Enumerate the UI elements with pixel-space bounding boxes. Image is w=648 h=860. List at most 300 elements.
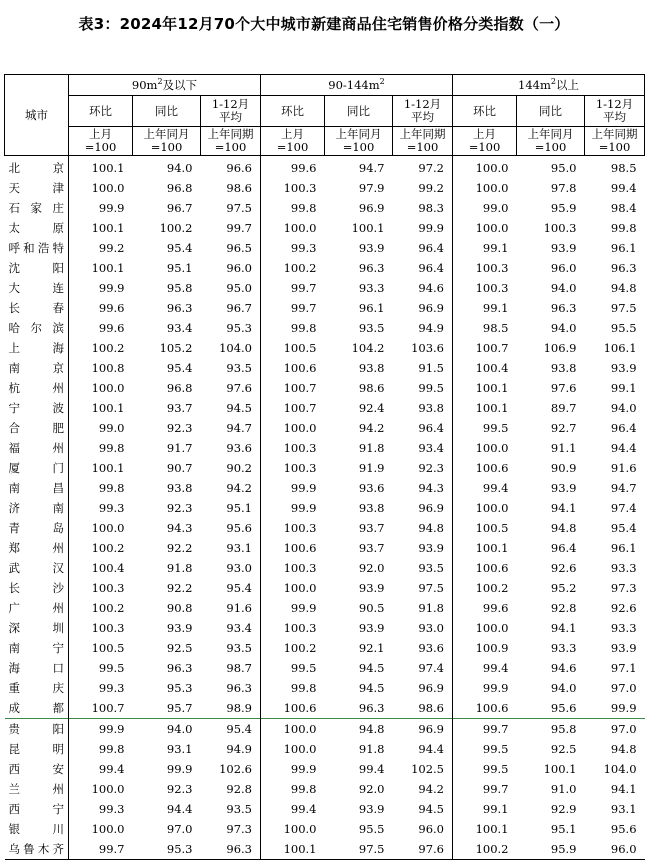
group-header-medium: $90-144m^2$ xyxy=(261,75,453,96)
base-period-value: =100 xyxy=(534,140,567,154)
index-value: 100.7 xyxy=(283,381,317,395)
base-period-header xyxy=(517,127,585,156)
index-value: 95.3 xyxy=(201,318,261,338)
index-value: 105.2 xyxy=(159,341,193,355)
index-value: 102.6 xyxy=(201,759,261,779)
index-value: 94.0 xyxy=(550,321,577,335)
index-value: 98.5 xyxy=(482,321,509,335)
index-value: 93.0 xyxy=(201,558,261,578)
city-name: 大连 xyxy=(5,278,69,298)
index-value: 97.9 xyxy=(358,181,385,195)
city-name: 上海 xyxy=(5,338,69,358)
index-value: 94.8 xyxy=(325,719,393,740)
index-value: 100.3 xyxy=(475,281,509,295)
index-value: 104.2 xyxy=(351,341,385,355)
index-value: 97.8 xyxy=(550,181,577,195)
index-value: 96.9 xyxy=(393,678,453,698)
subcolumn-header xyxy=(517,96,585,127)
index-value: 92.3 xyxy=(166,501,193,515)
group-header-small: $90m^2$及以下 xyxy=(69,75,261,96)
group-header-large: $144m^2$以上 xyxy=(453,75,645,96)
index-value: 93.1 xyxy=(166,742,193,756)
index-value: 100.0 xyxy=(91,521,125,535)
index-value: 95.5 xyxy=(358,822,385,836)
index-value: 98.4 xyxy=(610,201,637,215)
index-value: 96.1 xyxy=(610,541,637,555)
index-value: 100.7 xyxy=(283,401,317,415)
index-value: 100.1 xyxy=(91,401,125,415)
index-value: 99.5 xyxy=(290,661,317,675)
index-value: 99.8 xyxy=(610,221,637,235)
index-value: 100.1 xyxy=(91,261,125,275)
index-value: 100.1 xyxy=(261,839,325,860)
base-period-label: 上月 xyxy=(89,127,112,141)
subcolumn-header xyxy=(585,96,645,127)
index-value: 100.5 xyxy=(91,641,125,655)
index-value: 99.9 xyxy=(610,701,637,715)
city-name: 乌鲁木齐 xyxy=(5,839,69,860)
index-value: 99.9 xyxy=(482,681,509,695)
index-value: 100.2 xyxy=(91,541,125,555)
table-row xyxy=(5,558,645,578)
index-value: 95.4 xyxy=(201,578,261,598)
index-value: 92.2 xyxy=(166,581,193,595)
index-value: 94.0 xyxy=(550,681,577,695)
subcolumn-label-line2: 平均 xyxy=(603,110,627,124)
index-value: 93.6 xyxy=(358,481,385,495)
subcolumn-header xyxy=(325,96,393,127)
base-period-label: 上年同月 xyxy=(527,127,574,141)
index-value: 93.9 xyxy=(358,241,385,255)
index-value: 99.2 xyxy=(98,241,125,255)
table-row xyxy=(5,238,645,258)
index-value: 100.0 xyxy=(283,581,317,595)
index-value: 96.4 xyxy=(550,541,577,555)
table-row xyxy=(5,218,645,238)
base-period-value: =100 xyxy=(84,140,117,154)
city-name: 南昌 xyxy=(5,478,69,498)
base-period-label: 上年同月 xyxy=(335,127,382,141)
index-value: 100.6 xyxy=(475,561,509,575)
subcolumn-label: 1-12月 xyxy=(211,97,250,111)
index-value: 100.3 xyxy=(283,621,317,635)
index-value: 95.6 xyxy=(610,822,637,836)
city-name: 石家庄 xyxy=(5,198,69,218)
base-period-label: 上年同月 xyxy=(143,127,190,141)
index-value: 91.6 xyxy=(610,461,637,475)
index-value: 106.9 xyxy=(543,341,577,355)
index-value: 99.0 xyxy=(98,421,125,435)
city-name: 深圳 xyxy=(5,618,69,638)
index-value: 99.6 xyxy=(98,301,125,315)
index-value: 98.7 xyxy=(201,658,261,678)
index-value: 104.0 xyxy=(603,762,637,776)
index-value: 100.2 xyxy=(453,839,517,860)
index-value: 93.3 xyxy=(550,641,577,655)
table-row xyxy=(5,578,645,598)
subcolumn-label: 同比 xyxy=(347,103,370,118)
index-value: 96.3 xyxy=(550,301,577,315)
index-value: 92.4 xyxy=(358,401,385,415)
index-value: 92.7 xyxy=(550,421,577,435)
index-value: 91.8 xyxy=(358,441,385,455)
index-value: 96.1 xyxy=(610,241,637,255)
index-value: 100.1 xyxy=(351,221,385,235)
table-row xyxy=(5,598,645,618)
base-period-header xyxy=(201,127,261,156)
index-value: 100.3 xyxy=(543,221,577,235)
index-value: 94.1 xyxy=(610,782,637,796)
index-value: 96.9 xyxy=(393,298,453,318)
index-value: 100.0 xyxy=(475,181,509,195)
subcolumn-label: 环比 xyxy=(473,103,496,118)
index-value: 99.0 xyxy=(482,201,509,215)
index-value: 90.2 xyxy=(201,458,261,478)
index-value: 93.8 xyxy=(358,361,385,375)
index-value: 95.1 xyxy=(550,822,577,836)
base-period-value: =100 xyxy=(276,140,309,154)
base-period-value: =100 xyxy=(406,140,439,154)
index-value: 100.3 xyxy=(283,521,317,535)
table-row xyxy=(5,338,645,358)
index-value: 99.7 xyxy=(201,218,261,238)
city-name: 沈阳 xyxy=(5,258,69,278)
index-value: 99.9 xyxy=(69,719,133,740)
index-value: 91.8 xyxy=(358,742,385,756)
index-value: 94.7 xyxy=(610,481,637,495)
city-name: 长沙 xyxy=(5,578,69,598)
city-name: 武汉 xyxy=(5,558,69,578)
subcolumn-label-line2: 平均 xyxy=(411,110,434,124)
index-value: 92.0 xyxy=(358,561,385,575)
index-value: 94.6 xyxy=(550,661,577,675)
index-value: 95.4 xyxy=(201,719,261,740)
city-name: 昆明 xyxy=(5,739,69,759)
index-value: 93.9 xyxy=(393,538,453,558)
index-value: 100.0 xyxy=(283,421,317,435)
index-value: 99.8 xyxy=(98,481,125,495)
subcolumn-label: 同比 xyxy=(155,103,178,118)
index-value: 100.2 xyxy=(283,261,317,275)
city-name: 呼和浩特 xyxy=(5,238,69,258)
index-value: 96.0 xyxy=(550,261,577,275)
subcolumn-label: 同比 xyxy=(539,103,562,118)
index-value: 93.9 xyxy=(610,641,637,655)
index-value: 92.3 xyxy=(166,782,193,796)
index-value: 95.1 xyxy=(166,261,193,275)
index-value: 93.9 xyxy=(358,802,385,816)
index-value: 95.4 xyxy=(166,241,193,255)
index-value: 96.3 xyxy=(201,678,261,698)
index-value: 92.3 xyxy=(166,421,193,435)
base-period-value: =100 xyxy=(342,140,375,154)
table-row xyxy=(5,156,645,179)
index-value: 93.5 xyxy=(201,638,261,658)
index-value: 96.3 xyxy=(610,261,637,275)
index-value: 100.2 xyxy=(283,641,317,655)
index-value: 94.0 xyxy=(133,719,201,740)
index-value: 100.2 xyxy=(91,341,125,355)
table-row xyxy=(5,698,645,719)
index-value: 100.6 xyxy=(283,361,317,375)
base-period-label: 上月 xyxy=(473,127,496,141)
index-value: 100.3 xyxy=(283,461,317,475)
index-value: 100.1 xyxy=(475,822,509,836)
index-value: 96.0 xyxy=(393,819,453,839)
table-row xyxy=(5,799,645,819)
index-value: 99.4 xyxy=(482,481,509,495)
index-value: 92.6 xyxy=(610,601,637,615)
index-value: 93.4 xyxy=(393,438,453,458)
index-value: 100.3 xyxy=(283,561,317,575)
table-row xyxy=(5,438,645,458)
base-period-header xyxy=(453,127,517,156)
index-value: 100.2 xyxy=(159,221,193,235)
city-name: 合肥 xyxy=(5,418,69,438)
index-value: 97.5 xyxy=(393,578,453,598)
subcolumn-label: 环比 xyxy=(89,103,112,118)
city-name: 北京 xyxy=(5,156,69,179)
index-value: 95.8 xyxy=(166,281,193,295)
index-value: 93.9 xyxy=(610,361,637,375)
index-value: 93.4 xyxy=(166,321,193,335)
table-row xyxy=(5,498,645,518)
index-value: 89.7 xyxy=(550,401,577,415)
index-value: 100.5 xyxy=(475,521,509,535)
table-row xyxy=(5,418,645,438)
index-value: 94.2 xyxy=(393,779,453,799)
index-value: 94.5 xyxy=(201,398,261,418)
index-value: 98.6 xyxy=(358,381,385,395)
index-value: 99.9 xyxy=(98,201,125,215)
index-value: 95.6 xyxy=(201,518,261,538)
index-value: 99.4 xyxy=(610,181,637,195)
index-value: 94.2 xyxy=(201,478,261,498)
table-row xyxy=(5,278,645,298)
index-value: 91.6 xyxy=(201,598,261,618)
index-value: 93.5 xyxy=(358,321,385,335)
city-name: 哈尔滨 xyxy=(5,318,69,338)
index-value: 100.5 xyxy=(283,341,317,355)
index-value: 96.8 xyxy=(166,181,193,195)
index-value: 99.1 xyxy=(610,381,637,395)
index-value: 99.5 xyxy=(482,742,509,756)
index-value: 94.8 xyxy=(550,521,577,535)
index-value: 92.6 xyxy=(550,561,577,575)
index-value: 94.4 xyxy=(166,802,193,816)
index-value: 100.4 xyxy=(91,561,125,575)
index-value: 93.1 xyxy=(201,538,261,558)
index-value: 96.4 xyxy=(393,258,453,278)
index-value: 93.8 xyxy=(166,481,193,495)
index-value: 90.7 xyxy=(166,461,193,475)
index-value: 100.0 xyxy=(91,822,125,836)
base-period-header xyxy=(261,127,325,156)
index-value: 94.5 xyxy=(393,799,453,819)
index-value: 99.1 xyxy=(482,301,509,315)
index-value: 100.0 xyxy=(475,161,509,175)
subcolumn-header xyxy=(201,96,261,127)
index-value: 100.6 xyxy=(283,541,317,555)
index-value: 98.3 xyxy=(393,198,453,218)
index-value: 94.4 xyxy=(610,441,637,455)
index-value: 93.9 xyxy=(358,581,385,595)
index-value: 100.0 xyxy=(91,181,125,195)
index-value: 99.3 xyxy=(290,241,317,255)
index-value: 100.1 xyxy=(91,461,125,475)
table-row xyxy=(5,739,645,759)
index-value: 95.5 xyxy=(610,321,637,335)
index-value: 99.7 xyxy=(453,719,517,740)
index-value: 96.9 xyxy=(393,719,453,740)
table-row xyxy=(5,358,645,378)
table-row xyxy=(5,298,645,318)
index-value: 100.0 xyxy=(283,742,317,756)
index-value: 100.6 xyxy=(475,701,509,715)
table-row xyxy=(5,518,645,538)
index-value: 106.1 xyxy=(603,341,637,355)
index-value: 91.9 xyxy=(358,461,385,475)
index-value: 100.1 xyxy=(543,762,577,776)
index-value: 97.5 xyxy=(610,301,637,315)
index-value: 96.3 xyxy=(358,261,385,275)
base-period-value: =100 xyxy=(598,140,631,154)
index-value: 100.1 xyxy=(475,541,509,555)
index-value: 100.3 xyxy=(91,581,125,595)
index-value: 92.5 xyxy=(166,641,193,655)
table-row xyxy=(5,198,645,218)
index-value: 102.5 xyxy=(393,759,453,779)
index-value: 99.7 xyxy=(69,839,133,860)
table-row xyxy=(5,378,645,398)
base-period-header xyxy=(393,127,453,156)
table-row xyxy=(5,678,645,698)
index-value: 94.7 xyxy=(201,418,261,438)
index-value: 99.9 xyxy=(98,281,125,295)
index-value: 99.9 xyxy=(393,218,453,238)
index-value: 91.8 xyxy=(393,598,453,618)
index-value: 99.6 xyxy=(98,321,125,335)
index-value: 92.9 xyxy=(550,802,577,816)
index-value: 96.7 xyxy=(201,298,261,318)
index-value: 93.3 xyxy=(610,621,637,635)
index-value: 96.0 xyxy=(201,258,261,278)
index-value: 99.6 xyxy=(482,601,509,615)
city-column-header: 城市 xyxy=(5,75,69,156)
index-value: 99.5 xyxy=(393,378,453,398)
base-period-value: =100 xyxy=(150,140,183,154)
index-value: 99.8 xyxy=(290,782,317,796)
index-value: 96.4 xyxy=(610,421,637,435)
index-value: 93.5 xyxy=(393,558,453,578)
index-value: 97.6 xyxy=(201,378,261,398)
city-name: 银川 xyxy=(5,819,69,839)
index-value: 97.6 xyxy=(550,381,577,395)
index-value: 93.9 xyxy=(550,241,577,255)
city-name: 南京 xyxy=(5,358,69,378)
table-row xyxy=(5,638,645,658)
index-value: 94.3 xyxy=(393,478,453,498)
index-value: 93.8 xyxy=(393,398,453,418)
index-value: 96.9 xyxy=(358,201,385,215)
city-name: 贵阳 xyxy=(5,719,69,740)
index-value: 99.8 xyxy=(290,681,317,695)
subcolumn-header xyxy=(261,96,325,127)
index-value: 95.9 xyxy=(550,201,577,215)
index-value: 94.6 xyxy=(393,278,453,298)
base-period-label: 上年同期 xyxy=(207,127,254,141)
index-value: 96.3 xyxy=(201,839,261,860)
index-value: 96.1 xyxy=(358,301,385,315)
table-row xyxy=(5,178,645,198)
index-value: 94.9 xyxy=(393,318,453,338)
index-value: 100.1 xyxy=(475,381,509,395)
index-value: 100.1 xyxy=(475,401,509,415)
index-value: 97.2 xyxy=(393,156,453,179)
index-value: 100.3 xyxy=(475,261,509,275)
index-value: 94.5 xyxy=(358,681,385,695)
index-value: 99.5 xyxy=(482,421,509,435)
index-value: 99.1 xyxy=(482,802,509,816)
index-value: 90.9 xyxy=(550,461,577,475)
index-value: 93.9 xyxy=(358,621,385,635)
index-value: 99.3 xyxy=(98,501,125,515)
table-row xyxy=(5,819,645,839)
index-value: 93.8 xyxy=(358,501,385,515)
index-value: 100.9 xyxy=(475,641,509,655)
index-value: 95.0 xyxy=(550,161,577,175)
index-value: 90.8 xyxy=(166,601,193,615)
index-value: 93.5 xyxy=(201,799,261,819)
index-value: 96.9 xyxy=(393,498,453,518)
index-value: 99.9 xyxy=(290,501,317,515)
index-value: 90.5 xyxy=(358,601,385,615)
index-value: 94.7 xyxy=(358,161,385,175)
index-value: 99.7 xyxy=(290,301,317,315)
index-value: 100.0 xyxy=(91,782,125,796)
index-value: 97.5 xyxy=(201,198,261,218)
index-value: 99.4 xyxy=(358,762,385,776)
index-value: 91.5 xyxy=(393,358,453,378)
table-row xyxy=(5,258,645,278)
index-value: 99.7 xyxy=(482,782,509,796)
index-value: 99.3 xyxy=(98,681,125,695)
table-row xyxy=(5,478,645,498)
subcolumn-label: 1-12月 xyxy=(403,97,442,111)
index-value: 94.2 xyxy=(358,421,385,435)
city-name: 广州 xyxy=(5,598,69,618)
index-value: 98.5 xyxy=(610,161,637,175)
index-value: 100.0 xyxy=(475,221,509,235)
index-value: 99.4 xyxy=(98,762,125,776)
city-name: 郑州 xyxy=(5,538,69,558)
table-row xyxy=(5,458,645,478)
index-value: 103.6 xyxy=(393,338,453,358)
index-value: 96.3 xyxy=(166,301,193,315)
index-value: 94.0 xyxy=(550,281,577,295)
base-period-value: =100 xyxy=(468,140,501,154)
index-value: 99.1 xyxy=(482,241,509,255)
index-value: 100.3 xyxy=(283,181,317,195)
table-row xyxy=(5,538,645,558)
city-name: 海口 xyxy=(5,658,69,678)
table-row xyxy=(5,618,645,638)
index-value: 100.7 xyxy=(91,701,125,715)
index-value: 93.5 xyxy=(201,358,261,378)
index-value: 93.4 xyxy=(201,618,261,638)
index-value: 93.6 xyxy=(393,638,453,658)
index-value: 100.0 xyxy=(475,621,509,635)
